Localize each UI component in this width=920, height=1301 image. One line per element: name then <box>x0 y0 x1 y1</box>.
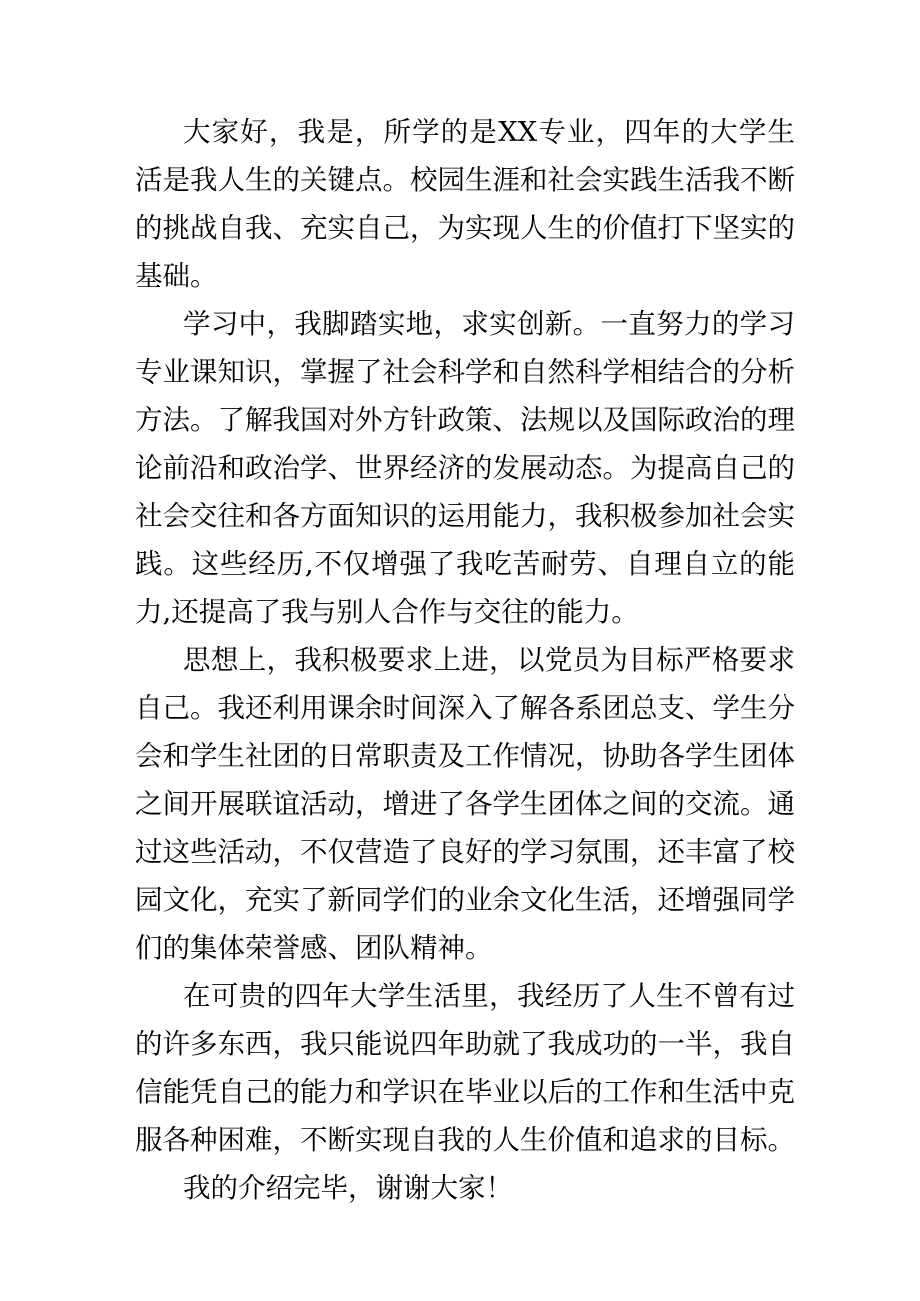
paragraph-closing: 我的介绍完毕，谢谢大家！ <box>183 1172 513 1204</box>
paragraph-thought: 思想上，我积极要求上进，以党员为目标严格要求自己。我还利用课余时间深入了解各系团总支、学生分会和学生社团的日常职责及工作情况，协助各学生团体之间开展联谊活动，增进了各学生团体之间的交流。通过这些活动，不仅营造了良好的学习氛围，还丰富了校园文化，充实了新同学们的业余文化生活，还增强同学们的集体荣誉感、团队精神。 <box>135 644 795 964</box>
paragraph-intro: 大家好，我是，所学的是XX专业，四年的大学生活是我人生的关键点。校园生涯和社会实践生活我不断的挑战自我、充实自己，为实现人生的价值打下坚实的基础。 <box>135 116 795 292</box>
paragraph-reflection: 在可贵的四年大学生活里，我经历了人生不曾有过的许多东西，我只能说四年助就了我成功的一半，我自信能凭自己的能力和学识在毕业以后的工作和生活中克服各种困难，不断实现自我的人生价值和追求的目标。 <box>135 980 795 1156</box>
paragraph-study: 学习中，我脚踏实地，求实创新。一直努力的学习专业课知识，掌握了社会科学和自然科学相结合的分析方法。了解我国对外方针政策、法规以及国际政治的理论前沿和政治学、世界经济的发展动态。为提高自己的社会交往和各方面知识的运用能力，我积极参加社会实践。这些经历,不仅增强了我吃苦耐劳、自理自立的能力,还提高了我与别人合作与交往的能力。 <box>135 308 795 628</box>
document-body <box>135 108 795 1212</box>
